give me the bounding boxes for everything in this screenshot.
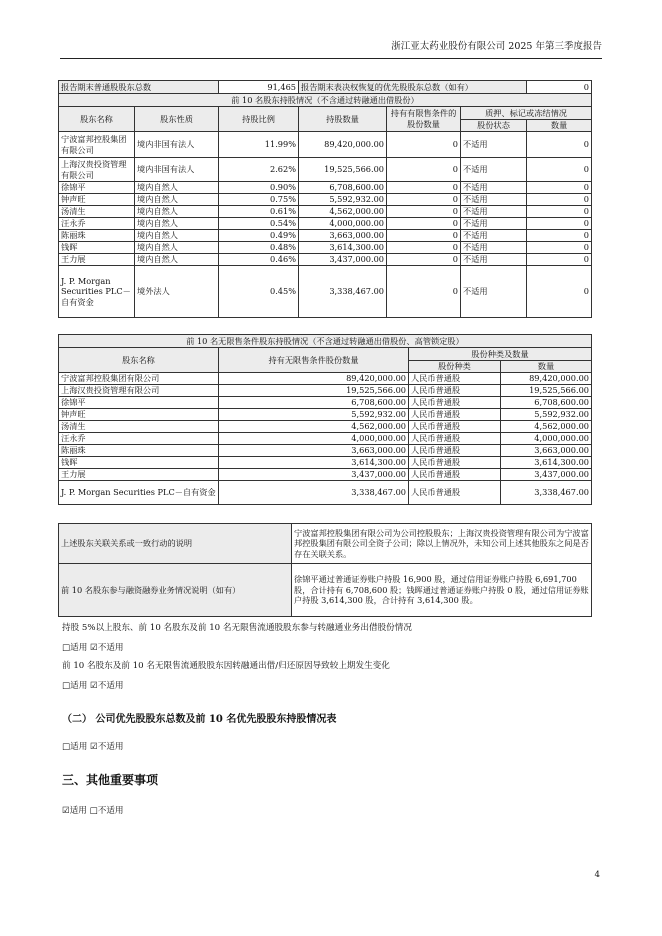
pledge-amount: 0 [527, 242, 592, 254]
pledge-status: 不适用 [461, 194, 527, 206]
pledge-amount: 0 [527, 254, 592, 266]
common-shareholders-value: 91,465 [219, 81, 299, 94]
preferred-section-option: □适用 ☑不适用 [62, 742, 124, 752]
relation-text: 宁波富邦控股集团有限公司为公司控股股东；上海汉贵投资管理有限公司为宁波富邦控股集团有限公司全资子公司；除以上情况外，未知公司上述其他股东之间是否存在关联关系。 [292, 524, 592, 564]
shareholder-nature: 境内自然人 [135, 182, 219, 194]
table-row [59, 266, 592, 318]
page-header: 浙江亚太药业股份有限公司 2025 年第三季度报告 [60, 38, 602, 59]
shareholding-ratio: 0.46% [219, 254, 299, 266]
unrestricted-holder-name: 徐锦平 [59, 397, 219, 409]
table-row [59, 373, 592, 385]
share-amount: 5,592,932.00 [501, 409, 592, 421]
share-type: 人民币普通股 [409, 397, 501, 409]
unrestricted-table [58, 334, 592, 505]
table-row [59, 132, 592, 158]
shareholding-qty: 4,562,000.00 [299, 206, 387, 218]
unrestricted-holder-name: 汪永乔 [59, 433, 219, 445]
share-amount: 3,437,000.00 [501, 469, 592, 481]
pledge-status: 不适用 [461, 132, 527, 158]
unrestricted-qty: 6,708,600.00 [219, 397, 409, 409]
restricted-qty: 0 [387, 206, 461, 218]
pledge-amount: 0 [527, 194, 592, 206]
shareholding-ratio: 2.62% [219, 158, 299, 182]
share-amount: 4,562,000.00 [501, 421, 592, 433]
col-header-pledge: 质押、标记或冻结情况 [461, 107, 592, 120]
shareholding-ratio: 0.61% [219, 206, 299, 218]
shareholding-ratio: 0.90% [219, 182, 299, 194]
notes-table [58, 523, 592, 617]
unrestricted-qty: 89,420,000.00 [219, 373, 409, 385]
restricted-qty: 0 [387, 158, 461, 182]
table-row [59, 218, 592, 230]
col-header-restricted: 持有有限售条件的股份数量 [387, 107, 461, 132]
page-number: 4 [594, 870, 600, 880]
shareholder-name: 汤清生 [59, 206, 135, 218]
restricted-qty: 0 [387, 132, 461, 158]
pledge-status: 不适用 [461, 218, 527, 230]
table-row [59, 481, 592, 505]
table-row [59, 445, 592, 457]
share-type: 人民币普通股 [409, 469, 501, 481]
shareholding-qty: 3,614,300.00 [299, 242, 387, 254]
unrestricted-qty: 4,000,000.00 [219, 433, 409, 445]
shareholder-name: 钟声旺 [59, 194, 135, 206]
preferred-section-title: （二） 公司优先股股东总数及前 10 名优先股股东持股情况表 [62, 714, 337, 725]
shareholder-nature: 境内自然人 [135, 254, 219, 266]
shareholding-qty: 3,338,467.00 [299, 266, 387, 318]
table-row [59, 242, 592, 254]
table-row [59, 158, 592, 182]
margin-label: 前 10 名股东参与融资融券业务情况说明（如有） [59, 564, 292, 617]
other-matters-title: 三、其他重要事项 [62, 773, 159, 787]
col-header-name: 股东名称 [59, 107, 135, 132]
table-row [59, 230, 592, 242]
table-row [59, 254, 592, 266]
shareholding-ratio: 0.49% [219, 230, 299, 242]
shareholder-name: 徐锦平 [59, 182, 135, 194]
shareholding-ratio: 11.99% [219, 132, 299, 158]
shareholding-qty: 3,663,000.00 [299, 230, 387, 242]
shareholder-nature: 境内自然人 [135, 242, 219, 254]
shareholder-nature: 境内非国有法人 [135, 158, 219, 182]
share-amount: 3,663,000.00 [501, 445, 592, 457]
share-type: 人民币普通股 [409, 445, 501, 457]
share-type: 人民币普通股 [409, 373, 501, 385]
share-amount: 4,000,000.00 [501, 433, 592, 445]
share-type: 人民币普通股 [409, 481, 501, 505]
pledge-amount: 0 [527, 132, 592, 158]
table-row [59, 409, 592, 421]
unrestricted-holder-name: 钟声旺 [59, 409, 219, 421]
restricted-qty: 0 [387, 266, 461, 318]
col-header-status: 股份状态 [461, 120, 527, 132]
pledge-amount: 0 [527, 206, 592, 218]
pledge-status: 不适用 [461, 158, 527, 182]
unrestricted-holder-name: J. P. Morgan Securities PLC－自有资金 [59, 481, 219, 505]
restricted-qty: 0 [387, 242, 461, 254]
col-header-type: 股份种类 [409, 361, 501, 373]
pledge-status: 不适用 [461, 266, 527, 318]
shareholder-nature: 境内自然人 [135, 206, 219, 218]
unrestricted-qty: 4,562,000.00 [219, 421, 409, 433]
shareholder-name: J. P. Morgan Securities PLC－自有资金 [59, 266, 135, 318]
shareholding-ratio: 0.54% [219, 218, 299, 230]
table-row [59, 457, 592, 469]
pledge-amount: 0 [527, 218, 592, 230]
share-type: 人民币普通股 [409, 421, 501, 433]
unrestricted-qty: 3,437,000.00 [219, 469, 409, 481]
shareholder-name: 汪永乔 [59, 218, 135, 230]
unrestricted-qty: 19,525,566.00 [219, 385, 409, 397]
share-amount: 6,708,600.00 [501, 397, 592, 409]
relation-label: 上述股东关联关系或一致行动的说明 [59, 524, 292, 564]
share-amount: 89,420,000.00 [501, 373, 592, 385]
unrestricted-title: 前 10 名无限售条件股东持股情况（不含通过转融通出借股份、高管锁定股） [59, 335, 592, 348]
pledge-amount: 0 [527, 266, 592, 318]
unrestricted-holder-name: 上海汉贵投资管理有限公司 [59, 385, 219, 397]
share-amount: 3,614,300.00 [501, 457, 592, 469]
unrestricted-qty: 3,663,000.00 [219, 445, 409, 457]
col-header-ratio: 持股比例 [219, 107, 299, 132]
shareholding-qty: 5,592,932.00 [299, 194, 387, 206]
restricted-qty: 0 [387, 194, 461, 206]
common-shareholders-label: 报告期末普通股股东总数 [59, 81, 219, 94]
table-row [59, 397, 592, 409]
shareholder-name: 陈丽珠 [59, 230, 135, 242]
restricted-qty: 0 [387, 254, 461, 266]
shareholder-name: 钱晖 [59, 242, 135, 254]
table-row [59, 469, 592, 481]
summary-row [59, 81, 592, 94]
preferred-shareholders-value: 0 [527, 81, 592, 94]
margin-text: 徐锦平通过普通证券账户持股 16,900 股，通过信用证券账户持股 6,691,700 股，合计持有 6,708,600 股；钱晖通过普通证券账户持股 0 股，通过信用证券账户持股 3,614,300 股，合计持有 3,614,300 股。 [292, 564, 592, 617]
shareholder-nature: 境内非国有法人 [135, 132, 219, 158]
pledge-amount: 0 [527, 182, 592, 194]
preferred-shareholders-label: 报告期末表决权恢复的优先股股东总数（如有） [299, 81, 527, 94]
col-header-type-group: 股份种类及数量 [409, 348, 592, 361]
shareholder-name: 上海汉贵投资管理有限公司 [59, 158, 135, 182]
pledge-amount: 0 [527, 158, 592, 182]
unrestricted-qty: 3,614,300.00 [219, 457, 409, 469]
unrestricted-qty: 3,338,467.00 [219, 481, 409, 505]
shareholding-qty: 89,420,000.00 [299, 132, 387, 158]
shareholding-qty: 3,437,000.00 [299, 254, 387, 266]
col-header-u-qty: 持有无限售条件股份数量 [219, 348, 409, 373]
col-header-u-name: 股东名称 [59, 348, 219, 373]
unrestricted-qty: 5,592,932.00 [219, 409, 409, 421]
pledge-status: 不适用 [461, 242, 527, 254]
table-row [59, 206, 592, 218]
top10-title: 前 10 名股东持股情况（不含通过转融通出借股份） [59, 94, 592, 107]
col-header-qty: 持股数量 [299, 107, 387, 132]
shareholder-table [58, 80, 592, 318]
unrestricted-holder-name: 汤清生 [59, 421, 219, 433]
unrestricted-holder-name: 钱晖 [59, 457, 219, 469]
unrestricted-holder-name: 宁波富邦控股集团有限公司 [59, 373, 219, 385]
share-amount: 19,525,566.00 [501, 385, 592, 397]
pledge-amount: 0 [527, 230, 592, 242]
securities-lending-option: □适用 ☑不适用 [62, 643, 124, 653]
unrestricted-holder-name: 陈丽珠 [59, 445, 219, 457]
restricted-qty: 0 [387, 182, 461, 194]
shareholder-nature: 境内自然人 [135, 194, 219, 206]
table-row [59, 385, 592, 397]
shareholder-name: 王力展 [59, 254, 135, 266]
securities-lending-paragraph: 持股 5%以上股东、前 10 名股东及前 10 名无限售流通股股东参与转融通业务出借股份情况 [62, 623, 412, 633]
lending-change-option: □适用 ☑不适用 [62, 681, 124, 691]
table-row [59, 194, 592, 206]
unrestricted-holder-name: 王力展 [59, 469, 219, 481]
pledge-status: 不适用 [461, 206, 527, 218]
table-row [59, 182, 592, 194]
shareholding-ratio: 0.75% [219, 194, 299, 206]
other-matters-option: ☑适用 □不适用 [62, 806, 124, 816]
shareholding-ratio: 0.48% [219, 242, 299, 254]
col-header-amount: 数量 [527, 120, 592, 132]
pledge-status: 不适用 [461, 254, 527, 266]
pledge-status: 不适用 [461, 230, 527, 242]
shareholder-nature: 境内自然人 [135, 230, 219, 242]
restricted-qty: 0 [387, 218, 461, 230]
shareholder-name: 宁波富邦控股集团有限公司 [59, 132, 135, 158]
shareholding-ratio: 0.45% [219, 266, 299, 318]
shareholding-qty: 19,525,566.00 [299, 158, 387, 182]
restricted-qty: 0 [387, 230, 461, 242]
share-type: 人民币普通股 [409, 385, 501, 397]
shareholder-nature: 境外法人 [135, 266, 219, 318]
shareholding-qty: 4,000,000.00 [299, 218, 387, 230]
col-header-nature: 股东性质 [135, 107, 219, 132]
table-row [59, 421, 592, 433]
lending-change-paragraph: 前 10 名股东及前 10 名无限售流通股股东因转融通出借/归还原因导致较上期发生变化 [62, 661, 390, 671]
share-type: 人民币普通股 [409, 433, 501, 445]
shareholder-nature: 境内自然人 [135, 218, 219, 230]
shareholding-qty: 6,708,600.00 [299, 182, 387, 194]
share-amount: 3,338,467.00 [501, 481, 592, 505]
share-type: 人民币普通股 [409, 457, 501, 469]
share-type: 人民币普通股 [409, 409, 501, 421]
col-header-u-amount: 数量 [501, 361, 592, 373]
table-row [59, 433, 592, 445]
pledge-status: 不适用 [461, 182, 527, 194]
